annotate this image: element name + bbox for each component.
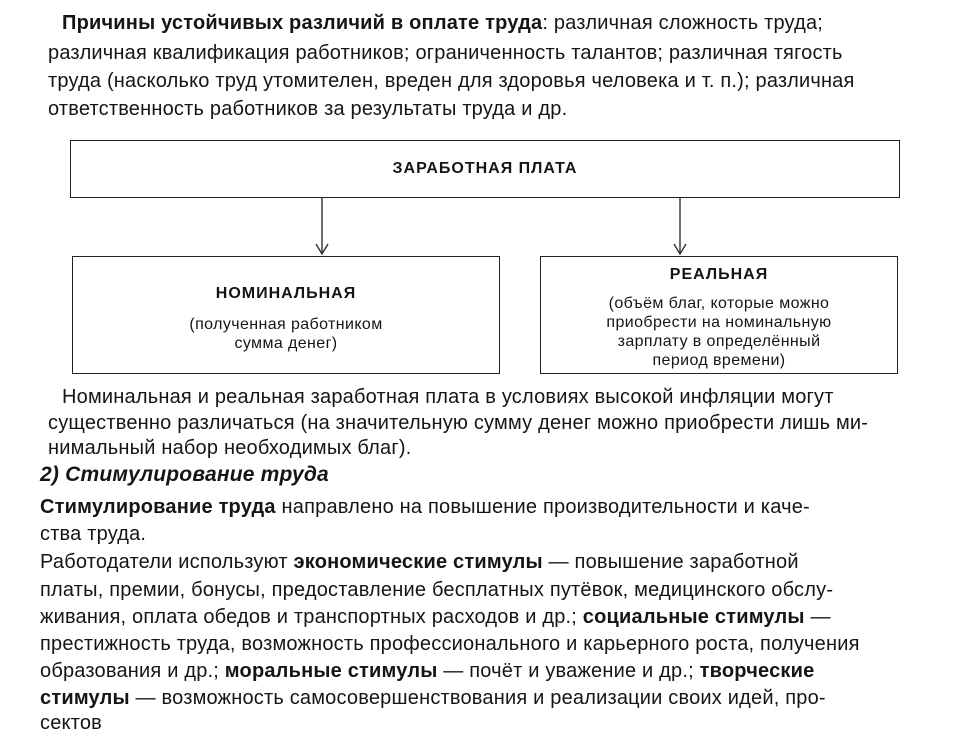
economic-incentives-term: экономические стимулы xyxy=(293,551,543,573)
incentives-line-6-b: — возможность самосовершенствования и реализации своих идей, про- xyxy=(129,687,826,709)
incentives-line-1-a: Работодатели используют xyxy=(40,551,294,573)
intro-line-3: труда (насколько труд утомителен, вреден для здоровья человека и т. п.); различная xyxy=(48,70,855,92)
incentives-line-1 xyxy=(40,549,799,575)
creative-incentives-term-part-1: творческие xyxy=(699,660,815,682)
stimulation-term: Стимулирование труда xyxy=(40,496,276,518)
inflation-note-line-2: существенно различаться (на значительную сумму денег можно приобрести лишь ми- xyxy=(48,412,869,434)
inflation-note-line-3: нимальный набор необходимых благ). xyxy=(48,437,412,459)
nominal-wage-title: НОМИНАЛЬНАЯ xyxy=(215,285,357,302)
incentives-line-3-c: — xyxy=(804,606,831,628)
incentives-line-7-cut: сектов xyxy=(40,712,102,734)
creative-incentives-term-part-2: стимулы xyxy=(40,687,130,709)
incentives-line-3 xyxy=(40,604,831,630)
nominal-wage-box xyxy=(72,256,500,374)
real-wage-desc-1: (объём благ, которые можно xyxy=(608,295,830,312)
incentives-line-3-a: живания, оплата обедов и транспортных расходов и др.; xyxy=(40,606,583,628)
incentives-line-2: платы, премии, бонусы, предоставление бесплатных путёвок, медицинского обслу- xyxy=(40,579,834,601)
real-wage-desc-3: зарплату в определённый xyxy=(617,333,821,350)
inflation-note-line-1: Номинальная и реальная заработная плата в условиях высокой инфляции могут xyxy=(62,386,834,408)
stimulation-def-line-1 xyxy=(40,494,810,520)
nominal-wage-desc-1: (полученная работником xyxy=(189,316,383,333)
intro-line-2: различная квалификация работников; ограниченность талантов; различная тягость xyxy=(48,42,843,64)
incentives-line-1-c: — повышение заработной xyxy=(542,551,799,573)
real-wage-box xyxy=(540,256,898,374)
social-incentives-term: социальные стимулы xyxy=(582,606,805,628)
incentives-line-4: престижность труда, возможность профессионального и карьерного роста, получения xyxy=(40,633,860,655)
incentives-line-5-a: образования и др.; xyxy=(40,660,225,682)
intro-term: Причины устойчивых различий в оплате труда xyxy=(62,12,543,34)
wage-box-title: ЗАРАБОТНАЯ ПЛАТА xyxy=(392,160,578,177)
incentives-line-5 xyxy=(40,658,814,684)
real-wage-desc-2: приобрести на номинальную xyxy=(606,314,832,331)
nominal-wage-desc-2: сумма денег) xyxy=(234,335,338,352)
intro-line-1-rest: : различная сложность труда; xyxy=(542,12,824,34)
section-heading: 2) Стимулирование труда xyxy=(40,463,329,486)
intro-line-4: ответственность работников за результаты труда и др. xyxy=(48,98,568,120)
stimulation-def-line-2: ства труда. xyxy=(40,523,147,545)
real-wage-title: РЕАЛЬНАЯ xyxy=(669,266,769,283)
moral-incentives-term: моральные стимулы xyxy=(224,660,438,682)
incentives-line-6 xyxy=(40,685,826,711)
incentives-line-5-c: — почёт и уважение и др.; xyxy=(437,660,700,682)
real-wage-desc-4: период времени) xyxy=(652,352,786,369)
stimulation-def-rest: направлено на повышение производительности и каче- xyxy=(275,496,810,518)
